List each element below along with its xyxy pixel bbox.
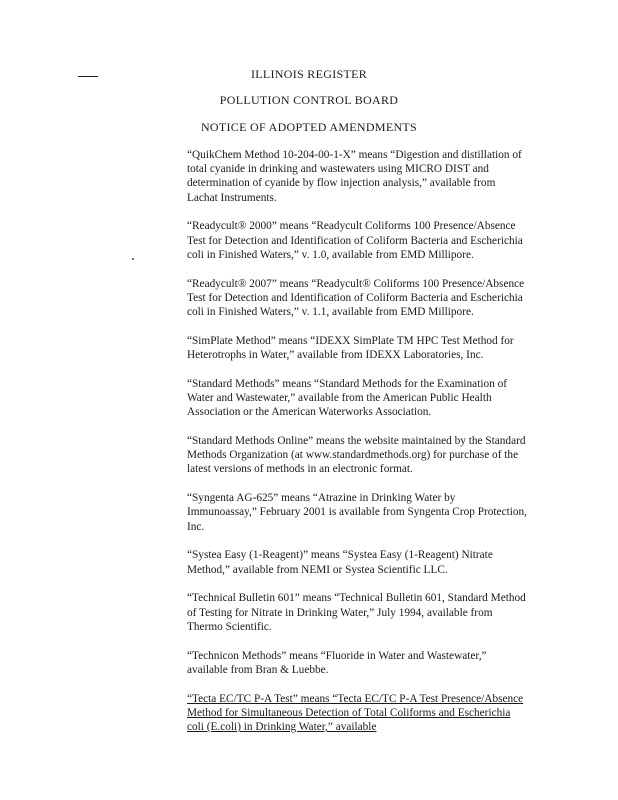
notice-title: NOTICE OF ADOPTED AMENDMENTS — [200, 120, 418, 134]
definition-standard-methods: “Standard Methods” means “Standard Methods for the Examination of Water and Wastewater,” available from the American Public Health Association or the American Waterworks Association. — [187, 377, 507, 419]
definition-technicon: “Technicon Methods” means “Fluoride in Water and Wastewater,” available from Bran & Luebbe. — [187, 649, 487, 676]
definition-technical-bulletin: “Technical Bulletin 601” means “Technical Bulletin 601, Standard Method of Testing for Nitrate in Drinking Water,” July 1994, available from Thermo Scientific. — [187, 592, 526, 633]
board-title: POLLUTION CONTROL BOARD — [219, 93, 399, 107]
register-title: ILLINOIS REGISTER — [250, 67, 368, 81]
definition-simplate: “SimPlate Method” means “IDEXX SimPlate TM HPC Test Method for Heterotrophs in Water,” available from IDEXX Laboratories, Inc. — [187, 334, 514, 362]
definition-standard-methods-online: “Standard Methods Online” means the website maintained by the Standard Methods Organization (at www.standardmethods.org) for purchase of the latest versions of methods in an electronic format. — [187, 435, 526, 476]
definition-readycult-2000: “Readycult® 2000” means “Readycult Coliforms 100 Presence/Absence Test for Detection and Identification of Coliform Bacteria and Escherichia coli in Finished Waters,” v. 1.0, available from EMD Millipore. — [187, 220, 523, 261]
definition-systea: “Systea Easy (1-Reagent)” means “Systea Easy (1-Reagent) Nitrate Method,” available from NEMI or Systea Scientific LLC. — [187, 549, 493, 576]
definitions-list — [187, 148, 527, 749]
definition-syngenta: “Syngenta AG-625” means “Atrazine in Drinking Water by Immunoassay,” February 2001 is available from Syngenta Crop Protection, Inc. — [187, 492, 527, 533]
scan-speck — [132, 258, 134, 260]
definition-readycult-2007: “Readycult® 2007” means “Readycult® Coliforms 100 Presence/Absence Test for Detection and Identification of Coliform Bacteria and Escherichia coli in Finished Waters,” v. 1.1, available from EMD Millipore. — [187, 277, 525, 319]
definition-tecta: “Tecta EC/TC P-A Test” means “Tecta EC/TC P-A Test Presence/Absence Method for Simultaneous Detection of Total Coliforms and Escherichia coli (E.coli) in Drinking Water,” available — [187, 692, 524, 734]
definition-quikchem: “QuikChem Method 10-204-00-1-X” means “Digestion and distillation of total cyanide in drinking and wastewaters using MICRO DIST and determination of cyanide by flow injection analysis,” available from Lachat Instruments. — [187, 149, 522, 204]
